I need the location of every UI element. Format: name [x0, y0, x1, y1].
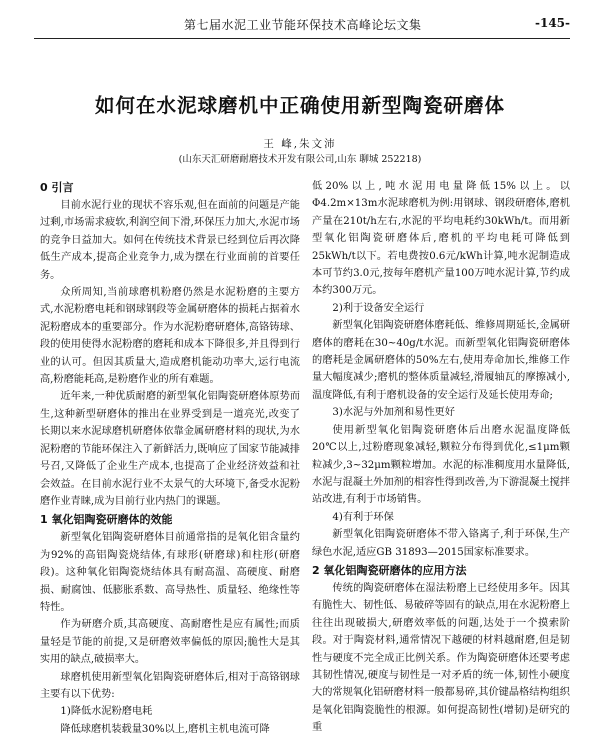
running-title: 第七届水泥工业节能环保技术高峰论坛文集 [184, 18, 422, 32]
paragraph: 低20%以上,吨水泥用电量降低15%以上。以Φ4.2m×13m水泥球磨机为例:用钢球、钢段研磨体,磨机产量在210t/h左右,水泥的平均电耗约30kWh/t。而用新型氧化铝陶瓷研磨体后,磨机的平均电耗可降低到25kWh/t以下。若电费按0.6元/kWh计算,吨水泥制造成本可节约3.0元,按每年磨机产量100万吨水泥计算,节约成本约300万元。 [312, 181, 570, 297]
affiliation: (山东天汇研磨耐磨技术开发有限公司,山东 聊城 252218) [178, 154, 422, 165]
paragraph: 新型氧化铝陶瓷研磨体不带入铬离子,利于环保,生产绿色水泥,适应GB 31893—2015国家标准要求。 [312, 529, 570, 558]
section-heading-1: 1 氧化铝陶瓷研磨体的效能 [40, 513, 173, 527]
paragraph: 新型氧化铝陶瓷研磨体磨耗低、维修周期延长,金属研磨体的磨耗在30~40g/t水泥。而新型氧化铝陶瓷研磨体的磨耗是金属研磨体的50%左右,使用寿命加长,维修工作量大幅度减少;磨机的整体质量减轻,滑履轴瓦的摩擦减小,温度降低,有利于磨机设备的安全运行及延长使用寿命; [312, 320, 570, 401]
paragraph: 使用新型氧化铝陶瓷研磨体后出磨水泥温度降低20℃以上,过粉磨现象减轻,颗粒分布得到优化,≤1μm颗粒减少,3~32μm颗粒增加。水泥的标准稠度用水量降低,水泥与混凝土外加剂的相容性得到改善,为下游混凝土搅拌站改进,有利于市场销售。 [312, 424, 570, 506]
subheading: 4)有利于环保 [332, 511, 394, 523]
paragraph: 作为研磨介质,其高硬度、高耐磨性是应有属性;而质量轻是节能的前提,又是研磨效率偏低的原因;脆性大是其实用的缺点,破损率大。 [40, 619, 300, 666]
right-column [312, 178, 570, 737]
page-number: -145- [534, 16, 570, 30]
running-header [34, 12, 570, 39]
section-heading-intro: 0 引言 [40, 181, 74, 194]
paragraph: 众所周知,当前球磨机粉磨仍然是水泥粉磨的主要方式,水泥粉磨电耗和钢球钢段等金属研磨体的损耗占据着水泥粉磨成本的重要部分。作为水泥粉磨研磨体,高铬铸球、段的使用使得水泥粉磨的磨耗和成本下降很多,并且得到行业的认可。但因其质量大,造成磨机能动功率大,运行电流高,粉磨能耗高,是粉磨作业的所有难题。 [40, 287, 300, 386]
subheading: 3)水泥与外加剂和易性更好 [332, 407, 455, 419]
paragraph: 新型氧化铝陶瓷研磨体目前通常指的是氧化铝含量约为92%的高铝陶瓷烧结体,有球形(研磨球)和柱形(研磨段)。这种氧化铝陶瓷烧结体具有耐高温、高硬度、耐磨损、耐腐蚀、低膨胀系数、高导热性、质量轻、绝缘性等特性。 [40, 532, 300, 613]
paragraph: 球磨机使用新型氧化铝陶瓷研磨体后,相对于高铬钢球主要有以下优势: [40, 671, 300, 700]
paragraph: 传统的陶瓷研磨体在湿法粉磨上已经使用多年。因其有脆性大、韧性低、易破碎等固有的缺点,用在水泥粉磨上往往出现破损大,研磨效率低的问题,达处于一个摸索阶段。对于陶瓷材料,通常情况下越硬的材料越耐磨,但是韧性与硬度不完全成正比例关系。作为陶瓷研磨体还要考虑其韧性情况,硬度与韧性是一对矛盾的统一体,韧性小硬度大的常规氧化铝研磨材料一般都易碎,其价键晶格结构组织是氧化铝陶瓷脆性的根源。如何提高韧性(增韧)是研究的重 [312, 582, 570, 734]
paragraph: 近年来,一种优质耐磨的新型氧化铝陶瓷研磨体原势而生,这种新型研磨体的推出在业界受到是一道亮光,改变了长期以来水泥球磨机研磨体依靠金属研磨材料的现状,为水泥粉磨的节能环保注入了新鲜活力,既响应了国家节能减排号召,又降低了企业生产成本,也提高了企业经济效益和社会效益。在目前水泥行业不太景气的大环境下,备受水泥粉磨作业青睐,成为目前行业内热门的课题。 [40, 391, 300, 507]
subheading: 2)利于设备安全运行 [332, 302, 425, 314]
section-heading-2: 2 氧化铝陶瓷研磨体的应用方法 [312, 563, 467, 577]
paper-title: 如何在水泥球磨机中正确使用新型陶瓷研磨体 [94, 94, 505, 117]
left-column [40, 178, 300, 738]
paragraph: 降低球磨机装载量30%以上,磨机主机电流可降 [60, 723, 270, 735]
paragraph: 目前水泥行业的现状不容乐观,但在面前的问题是产能过剩,市场需求疲软,利润空间下滑,环保压力加大,水泥市场的竞争日益加大。如何在传统技术背景已经到位后再次降低生产成本,提高企业竞争力,成为摆在行业面前的首要任务。 [40, 200, 300, 281]
authors: 王 峰,朱文沛 [263, 138, 337, 150]
subheading: 1)降低水泥粉磨电耗 [60, 706, 153, 718]
